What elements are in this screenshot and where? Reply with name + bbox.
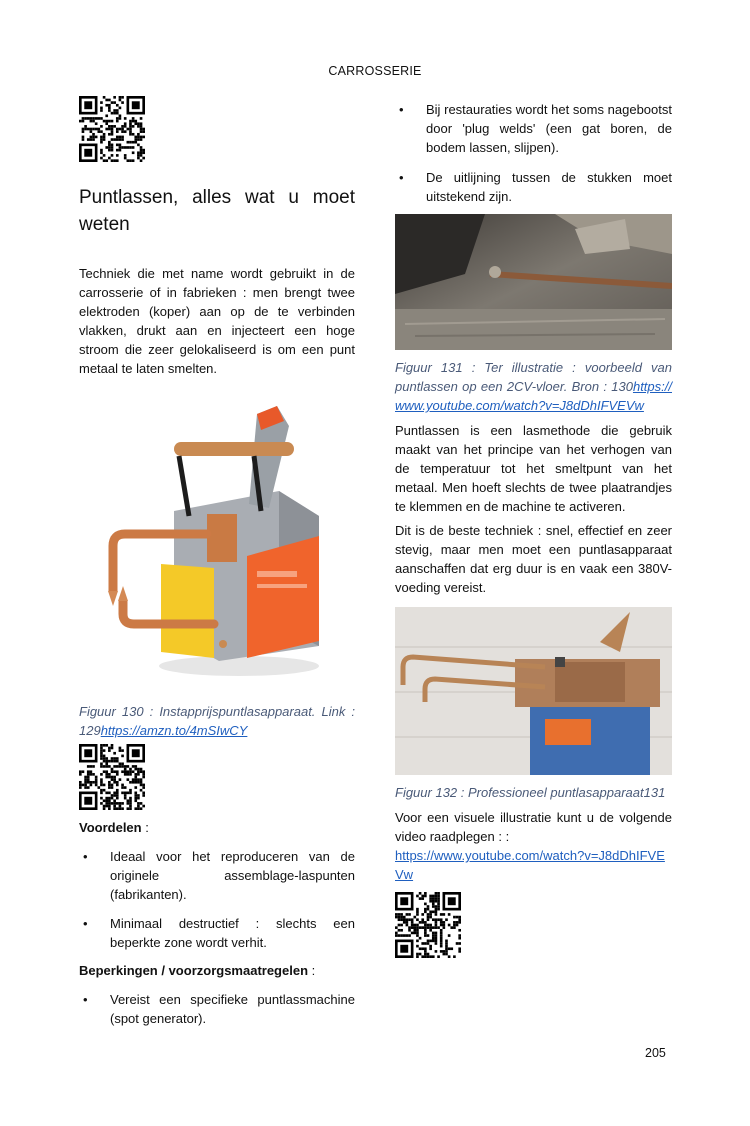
list-item-text: Vereist een specifieke puntlassmachine (spot generator). bbox=[110, 992, 355, 1026]
figure-132-caption: Figuur 132 : Professioneel puntlasapparaat131 bbox=[395, 785, 666, 800]
list-item-text: Ideaal voor het reproduceren van de originele assemblage-laspunten (fabrikanten). bbox=[110, 849, 355, 902]
video-link[interactable]: https://www.youtube.com/watch?v=J8dDhIFVEVw bbox=[395, 848, 665, 882]
limits-label: Beperkingen / voorzorgsmaatregelen bbox=[79, 963, 309, 978]
list-item bbox=[79, 914, 355, 952]
2cv-floor-photo bbox=[395, 214, 672, 350]
list-item-text: De uitlijning tussen de stukken moet uitstekend zijn. bbox=[426, 170, 672, 204]
advantages-label: Voordelen bbox=[79, 820, 142, 835]
limits-colon: : bbox=[308, 963, 316, 978]
list-item bbox=[395, 100, 672, 157]
bullet-icon: • bbox=[83, 916, 88, 931]
figure-131-caption bbox=[395, 358, 672, 415]
bullet-icon: • bbox=[399, 102, 404, 117]
video-link-line bbox=[395, 846, 672, 884]
advantages-label-line bbox=[79, 818, 355, 837]
section-heading: Puntlassen, alles wat u moet weten bbox=[79, 187, 355, 235]
qr-code-middle bbox=[79, 744, 145, 810]
video-paragraph: Voor een visuele illustratie kunt u de volgende video raadplegen : : bbox=[395, 810, 672, 844]
list-item-text: Bij restauraties wordt het soms nagebootst door 'plug welds' (een gat boren, de bodem lassen, slijpen). bbox=[426, 102, 672, 155]
paragraph-technique: Puntlassen is een lasmethode die gebruik maakt van het principe van het verhogen van de temperatuur tot het smeltpunt van het metaal. Men hoeft slechts de twee plaatrandjes te klemmen en de machine te activeren. bbox=[395, 423, 672, 514]
figure-130-link[interactable]: https://amzn.to/4mSIwCY bbox=[100, 723, 248, 738]
list-item bbox=[79, 847, 355, 904]
right-bullet-list bbox=[395, 100, 672, 206]
figure-131-caption-text: Figuur 131 : Ter illustratie : voorbeeld van puntlassen op een 2CV-vloer. Bron : 130 bbox=[395, 360, 672, 394]
list-item bbox=[395, 168, 672, 206]
limits-list bbox=[79, 990, 355, 1028]
paragraph-best-technique: Dit is de beste techniek : snel, effectief en zeer stevig, maar men moet een puntlasapparaat aanschaffen dat erg duur is en vaak een 380V-voeding vereist. bbox=[395, 523, 672, 595]
qr-code-bottom bbox=[395, 892, 461, 958]
intro-paragraph: Techniek die met name wordt gebruikt in de carrosserie of in fabrieken : men brengt twee elektroden (koper) aan op de te verbinden vlakken, drukt aan en injecteert een hoge stroom die zeer gelokaliseerd is om een punt metaal te laten smelten. bbox=[79, 266, 355, 376]
spot-welder-image bbox=[79, 396, 355, 688]
bullet-icon: • bbox=[83, 992, 88, 1007]
professional-welder-photo bbox=[395, 607, 672, 775]
figure-130-caption bbox=[79, 702, 355, 740]
bullet-icon: • bbox=[399, 170, 404, 185]
right-column bbox=[395, 100, 672, 958]
running-header: CARROSSERIE bbox=[328, 64, 422, 78]
left-column bbox=[79, 96, 355, 1038]
figure-130-caption-text: Figuur 130 : Instapprijspuntlasapparaat. Link : 129 bbox=[79, 704, 355, 738]
advantages-colon: : bbox=[141, 820, 149, 835]
limits-label-line bbox=[79, 961, 355, 980]
qr-code-top bbox=[79, 96, 145, 162]
bullet-icon: • bbox=[83, 849, 88, 864]
advantages-list bbox=[79, 847, 355, 952]
list-item-text: Minimaal destructief : slechts een beperkte zone wordt verhit. bbox=[110, 916, 355, 950]
figure-131-link[interactable]: https://www.youtube.com/watch?v=J8dDhIFVEVw bbox=[395, 379, 672, 413]
page-number: 205 bbox=[645, 1046, 666, 1060]
list-item bbox=[79, 990, 355, 1028]
